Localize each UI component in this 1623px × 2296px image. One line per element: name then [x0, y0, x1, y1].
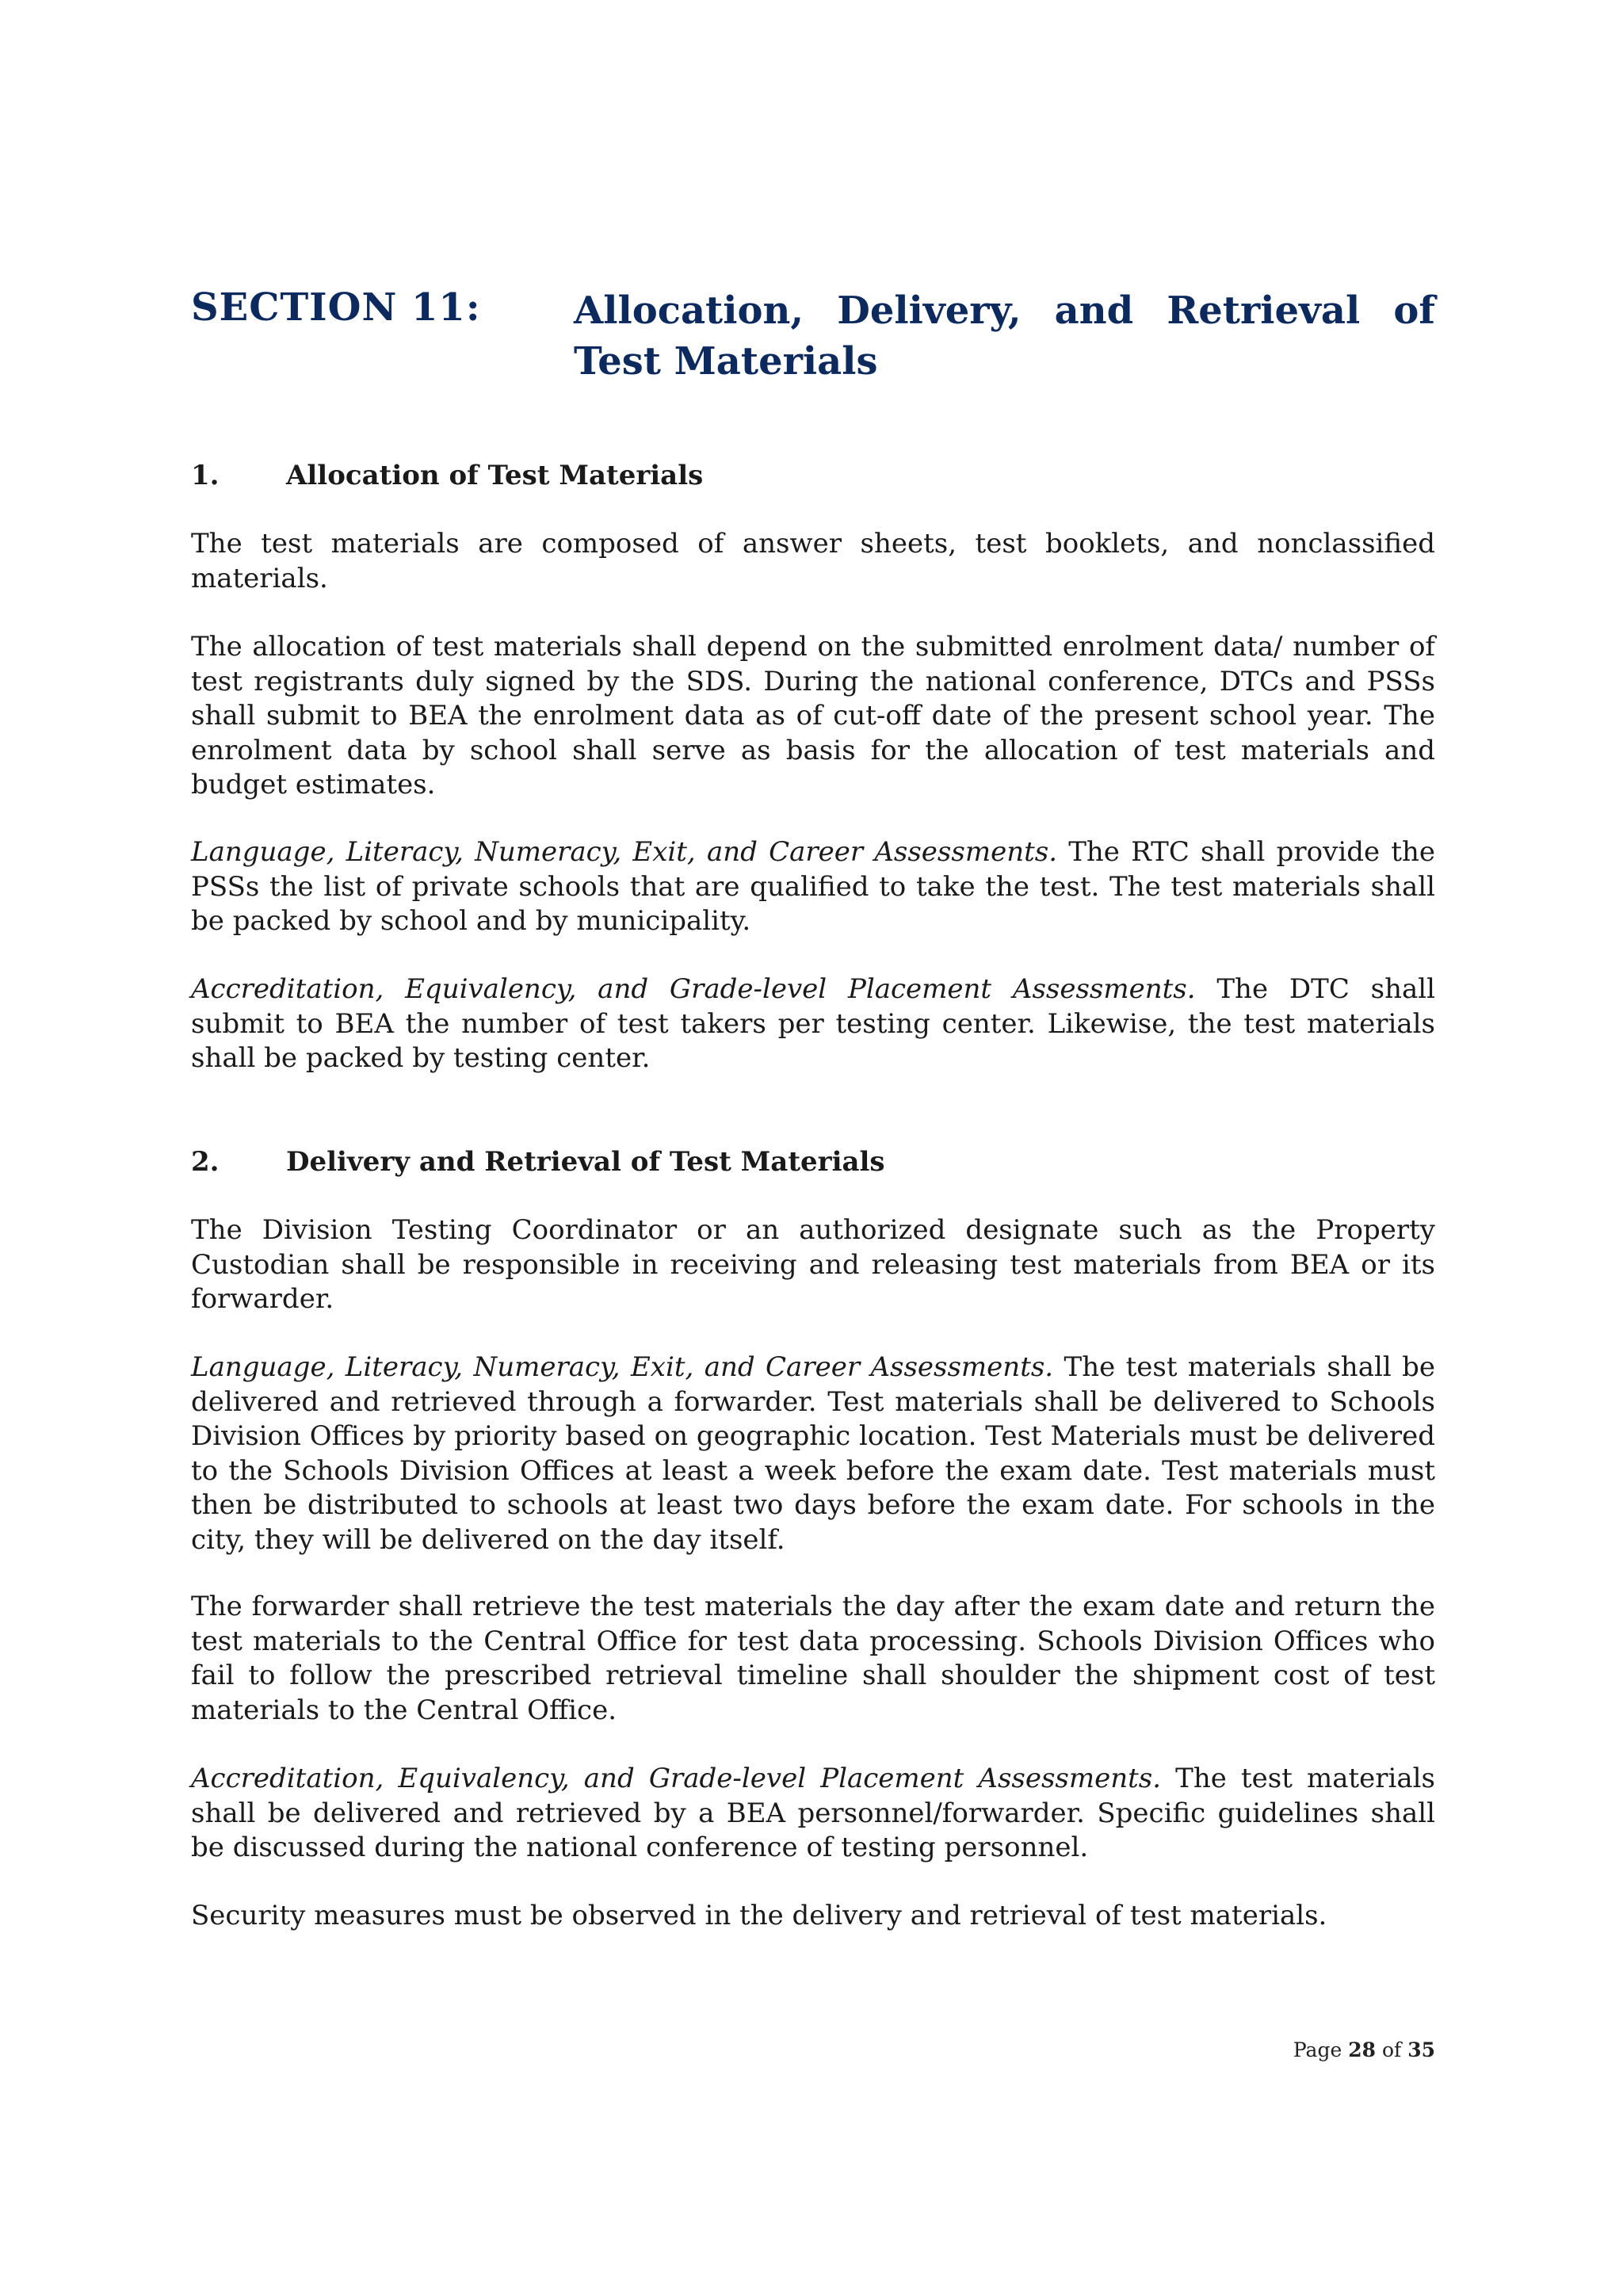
paragraph-text: The test materials shall be delivered and retrieved by a BEA personnel/forwarder. Specific guidelines shall be discussed during the national conference of testing personnel. [191, 1763, 1435, 1863]
of-word: of [1376, 2038, 1408, 2061]
paragraph [191, 972, 1435, 1076]
paragraph [191, 1350, 1435, 1557]
subsection-number: 1. [191, 460, 220, 491]
current-page: 28 [1348, 2038, 1376, 2061]
paragraph-text: The DTC shall submit to BEA the number of test takers per testing center. Likewise, the test materials shall be packed by testing center. [191, 973, 1436, 1074]
page-word: Page [1293, 2038, 1349, 2061]
paragraph: The Division Testing Coordinator or an authorized designate such as the Property Custodian shall be responsible in receiving and releasing test materials from BEA or its forwarder. [191, 1214, 1435, 1315]
paragraph-text: The test materials shall be delivered and retrieved through a forwarder. Test materials shall be delivered to Schools Division Offices by priority based on geographic location. Test Materials must be delivered to the Schools Division Offices at least a week before the exam date. Test materials must then be distributed to schools at least two days before the exam date. For schools in the city, they will be delivered on the day itself. [191, 1351, 1435, 1556]
italic-lead: Accreditation, Equivalency, and Grade-level Placement Assessments. [191, 973, 1196, 1005]
paragraph-text: The RTC shall provide the PSSs the list of private schools that are qualified to take the test. The test materials shall be packed by school and by municipality. [191, 836, 1435, 937]
italic-lead: Language, Literacy, Numeracy, Exit, and Career Assessments. [191, 1351, 1054, 1383]
total-pages: 35 [1407, 2038, 1435, 2061]
paragraph: Security measures must be observed in the delivery and retrieval of test materials. [191, 1900, 1327, 1931]
italic-lead: Language, Literacy, Numeracy, Exit, and Career Assessments. [191, 836, 1058, 868]
page-number [1293, 2038, 1435, 2061]
subsection-title: Delivery and Retrieval of Test Materials [286, 1146, 885, 1178]
paragraph [191, 1762, 1435, 1866]
paragraph: The forwarder shall retrieve the test materials the day after the exam date and return the test materials to the Central Office for test data processing. Schools Division Offices who fail to follow the prescribed retrieval timeline shall shoulder the shipment cost of test materials to the Central Office. [191, 1591, 1435, 1726]
section-title: Allocation, Delivery, and Retrieval of Test Materials [574, 288, 1435, 384]
section-label: SECTION 11: [191, 285, 481, 330]
italic-lead: Accreditation, Equivalency, and Grade-level Placement Assessments. [191, 1763, 1162, 1794]
paragraph: The test materials are composed of answer sheets, test booklets, and nonclassified materials. [191, 528, 1435, 594]
subsection-number: 2. [191, 1146, 220, 1178]
paragraph: The allocation of test materials shall depend on the submitted enrolment data/ number of test registrants duly signed by the SDS. During the national conference, DTCs and PSSs shall submit to BEA the enrolment data as of cut-off date of the present school year. The enrolment data by school shall serve as basis for the allocation of test materials and budget estimates. [191, 631, 1435, 800]
subsection-title: Allocation of Test Materials [286, 460, 704, 491]
paragraph [191, 835, 1435, 939]
